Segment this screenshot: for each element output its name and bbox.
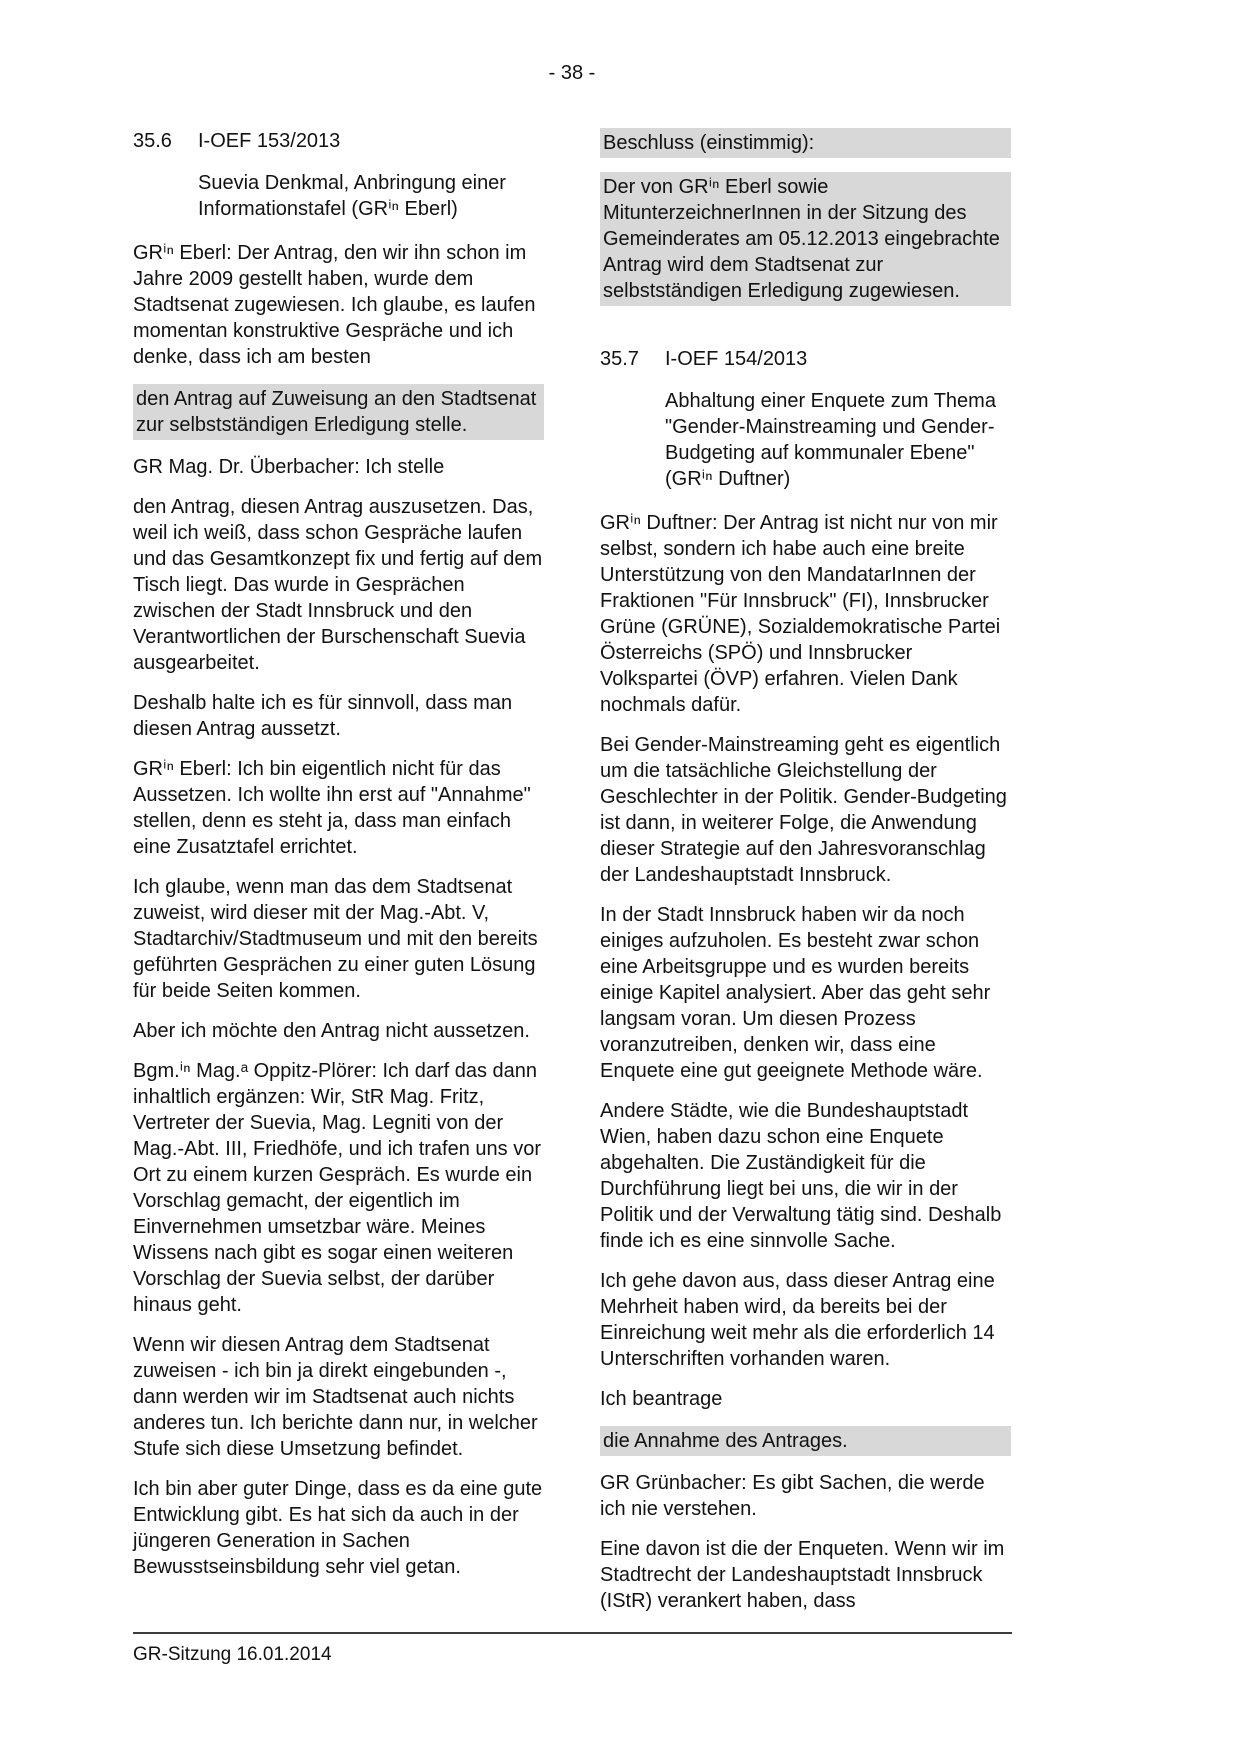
paragraph: GR Grünbacher: Es gibt Sachen, die werde ich nie verstehen. (600, 1472, 985, 1520)
paragraph: In der Stadt Innsbruck haben wir da noch einiges aufzuholen. Es besteht zwar schon eine Arbeitsgruppe und es wurden bereits einige Kapitel analysiert. Aber das geht sehr langsam voran. Um diesen Prozess voranzutreiben, denken wir, dass eine Enquete eine gut geeignete Methode wäre. (600, 904, 991, 1082)
paragraph: Deshalb halte ich es für sinnvoll, dass man diesen Antrag aussetzt. (133, 692, 513, 740)
paragraph: Andere Städte, wie die Bundeshauptstadt Wien, haben dazu schon eine Enquete abgehalten. Die Zuständigkeit für die Durchführung liegt bei uns, die wir in der Politik und der Verwaltung tätig sind. Deshalb finde ich es eine sinnvolle Sache. (600, 1100, 1002, 1252)
paragraph: Eine davon ist die der Enqueten. Wenn wir im Stadtrecht der Landeshauptstadt Innsbruck (IStR) verankert haben, dass (600, 1538, 1005, 1612)
section-title: Abhaltung einer Enquete zum Thema "Gender-Mainstreaming und Gender-Budgeting auf kommunaler Ebene" (GRⁱⁿ Duftner) (665, 390, 996, 490)
right-column (600, 128, 1011, 1628)
section-code: I-OEF 153/2013 (198, 130, 341, 152)
section-code: I-OEF 154/2013 (665, 348, 808, 370)
paragraph: Aber ich möchte den Antrag nicht aussetzen. (133, 1020, 530, 1042)
page-footer (133, 1632, 1012, 1667)
section-heading-35-7 (600, 346, 1011, 372)
decision-heading: Beschluss (einstimmig): (600, 128, 1011, 158)
section-title: Suevia Denkmal, Anbringung einer Informationstafel (GRⁱⁿ Eberl) (198, 172, 506, 220)
decision-body: Der von GRⁱⁿ Eberl sowie MitunterzeichnerInnen in der Sitzung des Gemeinderates am 05.12.2013 eingebrachte Antrag wird dem Stadtsenat zur selbstständigen Erledigung zugewiesen. (600, 172, 1011, 306)
paragraph: den Antrag, diesen Antrag auszusetzen. Das, weil ich weiß, dass schon Gespräche laufen und das Gesamtkonzept fix und fertig auf dem Tisch liegt. Das wurde in Gesprächen zwischen der Stadt Innsbruck und den Verantwortlichen der Burschenschaft Suevia ausgearbeitet. (133, 496, 543, 674)
highlighted-paragraph: die Annahme des Antrages. (600, 1426, 1011, 1456)
section-number: 35.7 (600, 348, 639, 370)
paragraph: GRⁱⁿ Duftner: Der Antrag ist nicht nur von mir selbst, sondern ich habe auch eine breite Unterstützung von den MandatarInnen der Fraktionen "Für Innsbruck" (FI), Innsbrucker Grüne (GRÜNE), Sozialdemokratische Partei Österreichs (SPÖ) und Innsbrucker Volkspartei (ÖVP) erfahren. Vielen Dank nochmals dafür. (600, 512, 1001, 716)
page-content (133, 60, 1011, 1628)
paragraph: GRⁱⁿ Eberl: Der Antrag, den wir ihn schon im Jahre 2009 gestellt haben, wurde dem Stadtsenat zugewiesen. Ich glaube, es laufen momentan konstruktive Gespräche und ich denke, dass ich am besten (133, 242, 536, 368)
highlighted-paragraph: den Antrag auf Zuweisung an den Stadtsenat zur selbstständigen Erledigung stelle. (133, 384, 544, 440)
paragraph: GR Mag. Dr. Überbacher: Ich stelle (133, 456, 445, 478)
page-number: - 38 - (548, 62, 596, 84)
paragraph: Ich bin aber guter Dinge, dass es da eine gute Entwicklung gibt. Es hat sich da auch in der jüngeren Generation in Sachen Bewusstseinsbildung sehr viel getan. (133, 1478, 543, 1578)
section-heading-35-6 (133, 128, 544, 154)
paragraph: Ich glaube, wenn man das dem Stadtsenat zuweist, wird dieser mit der Mag.-Abt. V, Stadtarchiv/Stadtmuseum und mit den bereits geführten Gesprächen zu einer guten Lösung für beide Seiten kommen. (133, 876, 538, 1002)
paragraph: Ich beantrage (600, 1388, 723, 1410)
paragraph: GRⁱⁿ Eberl: Ich bin eigentlich nicht für das Aussetzen. Ich wollte ihn erst auf "Annahme" stellen, denn es steht ja, dass man einfach eine Zusatztafel errichtet. (133, 758, 531, 858)
two-column-layout (133, 128, 1011, 1628)
left-column (133, 128, 544, 1594)
paragraph: Bei Gender-Mainstreaming geht es eigentlich um die tatsächliche Gleichstellung der Geschlechter in der Politik. Gender-Budgeting ist dann, in weiterer Folge, die Anwendung dieser Strategie auf den Jahresvoranschlag der Landeshauptstadt Innsbruck. (600, 734, 1007, 886)
paragraph: Wenn wir diesen Antrag dem Stadtsenat zuweisen - ich bin ja direkt eingebunden -, dann werden wir im Stadtsenat auch nichts anderes tun. Ich berichte dann nur, in welcher Stufe sich diese Umsetzung befindet. (133, 1334, 538, 1460)
section-number: 35.6 (133, 130, 172, 152)
paragraph: Bgm.ⁱⁿ Mag.ᵃ Oppitz-Plörer: Ich darf das dann inhaltlich ergänzen: Wir, StR Mag. Fritz, Vertreter der Suevia, Mag. Legniti von der Mag.-Abt. III, Friedhöfe, und ich trafen uns vor Ort zu einem kurzen Gespräch. Es wurde ein Vorschlag gemacht, der eigentlich im Einvernehmen umsetzbar wäre. Meines Wissens nach gibt es sogar einen weiteren Vorschlag der Suevia selbst, der darüber hinaus geht. (133, 1060, 541, 1316)
footer-text: GR-Sitzung 16.01.2014 (133, 1644, 332, 1665)
paragraph: Ich gehe davon aus, dass dieser Antrag eine Mehrheit haben wird, da bereits bei der Einreichung weit mehr als die erforderlich 14 Unterschriften vorhanden waren. (600, 1270, 995, 1370)
